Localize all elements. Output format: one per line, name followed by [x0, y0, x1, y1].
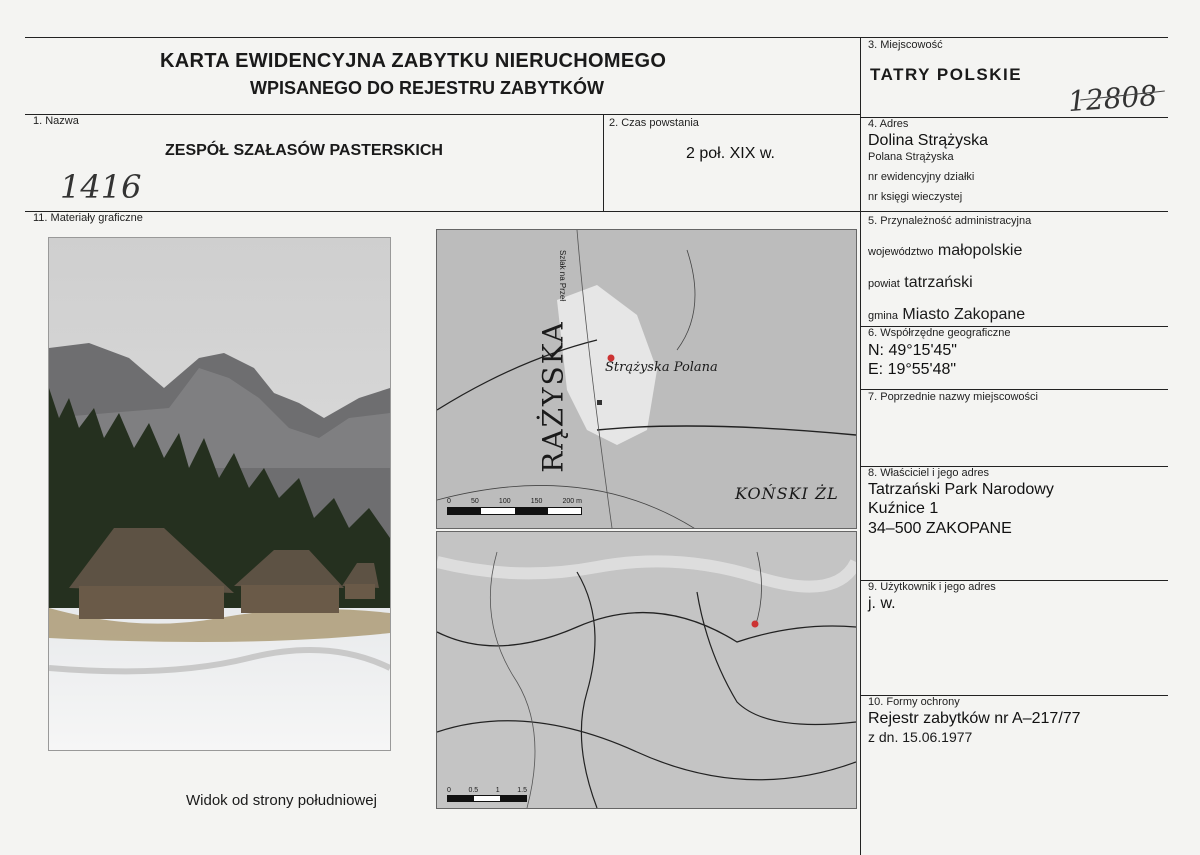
adres-line4: nr księgi wieczystej [868, 191, 963, 203]
adres-line1: Dolina Strążyska [868, 132, 989, 149]
row-divider-2 [25, 211, 1168, 212]
wojewodztwo-row [868, 242, 1022, 260]
map-top-scale-2: 100 [498, 498, 511, 505]
gmina-value: Miasto Zakopane [902, 306, 1026, 323]
gmina-prefix: gmina [868, 310, 898, 322]
wlasciciel-line1: Tatrzański Park Narodowy [868, 481, 1054, 498]
map-label-road: Szlak na Przeł [558, 250, 567, 302]
handwritten-number-top: 12808 [1066, 78, 1159, 119]
czas-label: 2. Czas powstania [609, 117, 699, 129]
wlasciciel-label: 8. Właściciel i jego adres [868, 467, 990, 479]
map-label-konski: KOŃSKI ŻL [735, 484, 839, 503]
map-top-scale-3: 150 [530, 498, 543, 505]
nazwa-value: ZESPÓŁ SZAŁASÓW PASTERSKICH [165, 142, 443, 159]
adres-line3: nr ewidencyjny działki [868, 171, 975, 183]
formy-label: 10. Formy ochrony [868, 696, 960, 708]
wspolrzedne-n: N: 49°15'45" [868, 342, 957, 359]
map-top-scale-0: 0 [447, 498, 451, 505]
uzytkownik-value: j. w. [868, 595, 896, 612]
handwritten-number-left: 1416 [60, 168, 142, 206]
powiat-value: tatrzański [904, 274, 973, 291]
formy-line2: z dn. 15.06.1977 [868, 729, 973, 745]
divider-7 [860, 389, 1168, 390]
map-bottom-scale-0: 0 [447, 787, 451, 794]
wspolrzedne-label: 6. Współrzędne geograficzne [868, 327, 1011, 339]
przynaleznosc-label: 5. Przynależność administracyjna [868, 215, 1032, 227]
map-label-valley: RĄŻYSKA [536, 320, 570, 473]
nazwa-label: 1. Nazwa [33, 115, 79, 127]
map-bottom-scale-1: 0.5 [468, 787, 479, 794]
photo-caption: Widok od strony południowej [186, 792, 377, 809]
map-label-polana: Strążyska Polana [605, 360, 718, 375]
uzytkownik-label: 9. Użytkownik i jego adres [868, 581, 996, 593]
miejscowosc-value: TATRY POLSKIE [870, 65, 1023, 84]
map-bottom-scale-2: 1 [495, 787, 500, 794]
wojewodztwo-prefix: województwo [868, 246, 934, 258]
map-bottom-scale [447, 787, 527, 802]
card-title: KARTA EWIDENCYJNA ZABYTKU NIERUCHOMEGO [160, 50, 667, 72]
miejscowosc-label: 3. Miejscowość [868, 39, 943, 51]
map-bottom-scale-3: 1.5 [517, 787, 527, 794]
poprzednie-label: 7. Poprzednie nazwy miejscowości [868, 391, 1038, 403]
wlasciciel-line3: 34–500 ZAKOPANE [868, 520, 1012, 537]
main-column-divider [860, 37, 861, 855]
map-top-scale-1: 50 [471, 498, 479, 505]
adres-line2: Polana Strążyska [868, 151, 954, 163]
adres-label: 4. Adres [868, 118, 909, 130]
card-subtitle: WPISANEGO DO REJESTRU ZABYTKÓW [250, 78, 605, 98]
map-top [436, 229, 857, 529]
photo-huts [48, 237, 391, 751]
formy-line1: Rejestr zabytków nr A–217/77 [868, 710, 1081, 727]
map-top-scale [447, 498, 582, 515]
powiat-prefix: powiat [868, 278, 900, 290]
top-border [25, 37, 1168, 38]
materialy-label: 11. Materiały graficzne [33, 212, 143, 224]
wlasciciel-line2: Kuźnice 1 [868, 500, 939, 517]
row-divider-1 [25, 114, 860, 115]
map-bottom [436, 531, 857, 809]
czas-value: 2 poł. XIX w. [686, 145, 775, 162]
wojewodztwo-value: małopolskie [937, 242, 1023, 259]
wspolrzedne-e: E: 19°55'48" [868, 361, 957, 378]
name-time-divider [603, 114, 604, 211]
map-top-scale-4: 200 m [562, 498, 582, 505]
gmina-row [868, 306, 1025, 324]
powiat-row [868, 274, 973, 292]
